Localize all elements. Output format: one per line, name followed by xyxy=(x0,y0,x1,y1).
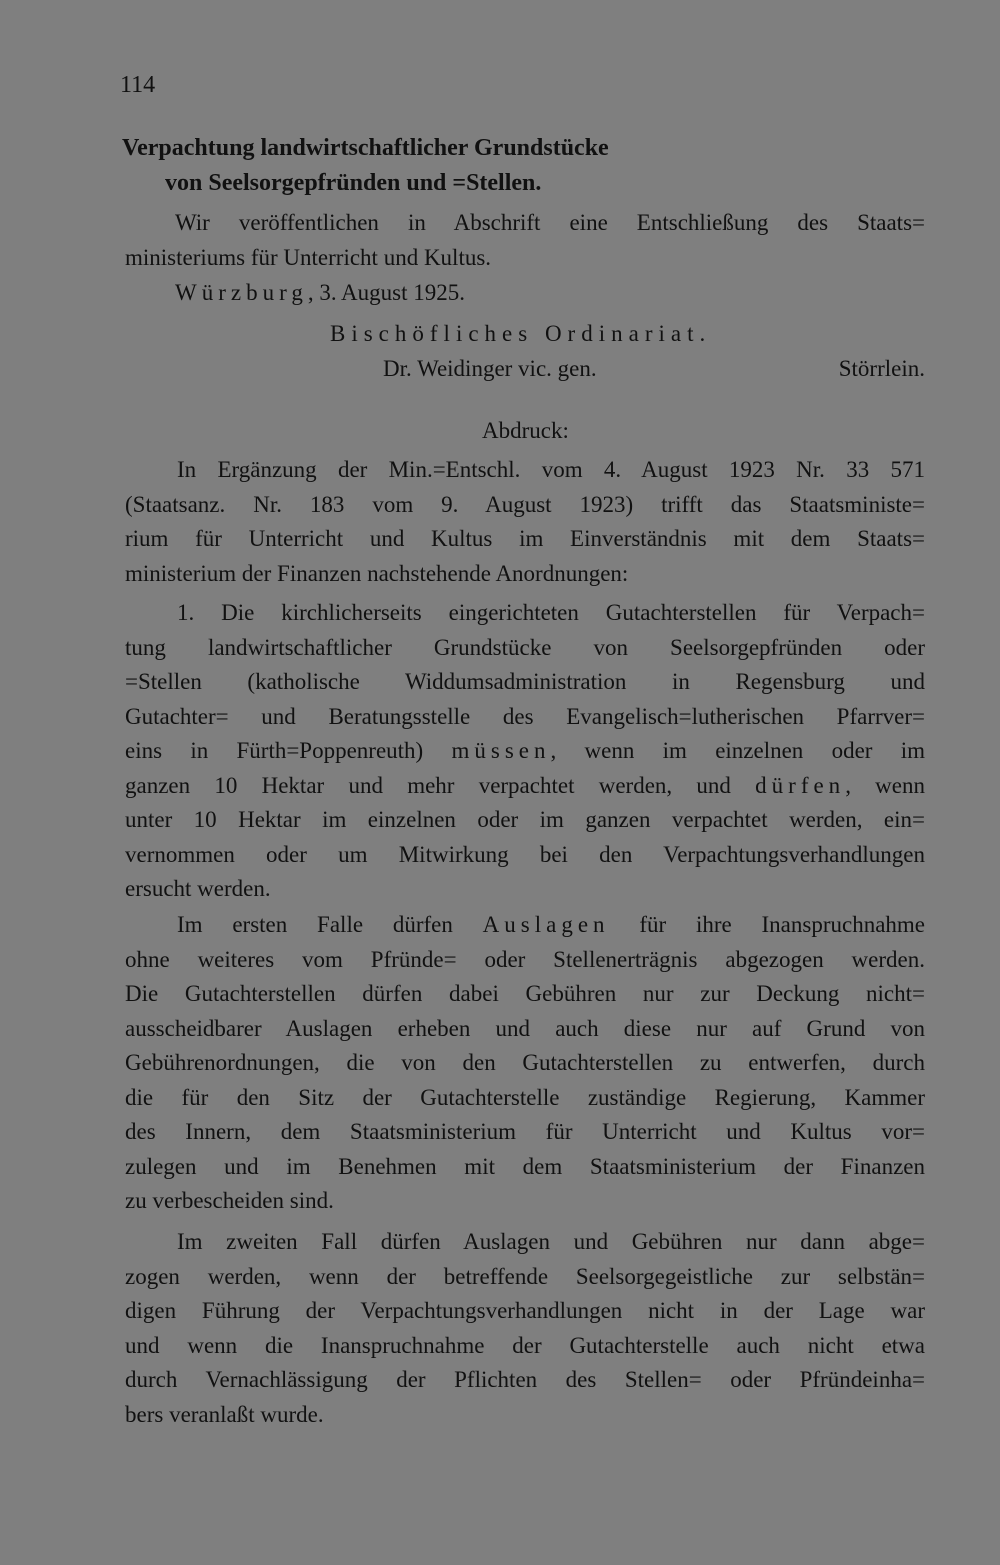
signatory-left: Dr. Weidinger vic. gen. xyxy=(383,356,597,381)
text-line xyxy=(125,734,925,769)
text-line: zu verbescheiden sind. xyxy=(125,1188,334,1213)
copy-heading: Abdruck: xyxy=(482,418,569,443)
title-line: von Seelsorgepfründen und =Stellen. xyxy=(165,169,542,196)
body-paragraph xyxy=(125,453,925,591)
text-line: zulegen und im Benehmen mit dem Staatsministerium der Finanzen xyxy=(125,1153,925,1179)
spaced-emphasis: müssen xyxy=(451,738,551,763)
body-paragraph xyxy=(125,908,925,1219)
text-line: vernommen oder um Mitwirkung bei den Verpachtungsverhandlungen xyxy=(125,841,925,867)
text-line: ersucht werden. xyxy=(125,876,271,901)
place-name: Würzburg xyxy=(175,280,308,305)
text-line: durch Vernachlässigung der Pflichten des Stellen= oder Pfründeinha= xyxy=(125,1367,925,1392)
text-line: =Stellen (katholische Widdumsadministration in Regensburg und xyxy=(125,669,925,694)
text-line: Gebührenordnungen, die von den Gutachterstellen zu entwerfen, durch xyxy=(125,1050,925,1075)
text-line: tung landwirtschaftlicher Grundstücke von Seelsorgepfründen oder xyxy=(125,634,925,660)
text-line: 1. Die kirchlicherseits eingerichteten Gutachterstellen für Verpach= xyxy=(177,600,925,625)
body-paragraph xyxy=(125,596,925,907)
text-line: bers veranlaßt wurde. xyxy=(125,1401,324,1427)
text-line: ministerium der Finanzen nachstehende Anordnungen: xyxy=(125,560,629,586)
body-paragraph xyxy=(125,1225,925,1432)
text-line: (Staatsanz. Nr. 183 vom 9. August 1923) trifft das Staatsministe= xyxy=(125,491,925,517)
text-segment: für ihre Inanspruchnahme xyxy=(639,912,926,937)
text-segment: Im ersten Falle dürfen xyxy=(177,912,453,937)
text-line: zogen werden, wenn der betreffende Seelsorgegeistliche zur selbstän= xyxy=(125,1263,925,1289)
spaced-emphasis: Auslagen xyxy=(482,912,610,937)
text-line: digen Führung der Verpachtungsverhandlungen nicht in der Lage war xyxy=(125,1298,925,1323)
text-line: ausscheidbarer Auslagen erheben und auch diese nur auf Grund von xyxy=(125,1015,925,1041)
text-line: und wenn die Inanspruchnahme der Gutachterstelle auch nicht etwa xyxy=(125,1332,925,1358)
text-line: Gutachter= und Beratungsstelle des Evangelisch=lutherischen Pfarrver= xyxy=(125,703,925,729)
text-segment: ganzen 10 Hektar und mehr verpachtet werden, und xyxy=(125,772,731,798)
text-line: ohne weiteres vom Pfründe= oder Stellenerträgnis abgezogen werden. xyxy=(125,946,925,972)
text-line: In Ergänzung der Min.=Entschl. vom 4. August 1923 Nr. 33 571 xyxy=(177,457,925,482)
text-line: Die Gutachterstellen dürfen dabei Gebühren nur zur Deckung nicht= xyxy=(125,981,925,1006)
page-number: 114 xyxy=(120,72,156,98)
text-line: ministeriums für Unterricht und Kultus. xyxy=(125,244,492,270)
text-line: Wir veröffentlichen in Abschrift eine Entschließung des Staats= xyxy=(175,210,925,235)
text-line xyxy=(125,769,925,804)
text-line: rium für Unterricht und Kultus im Einverständnis mit dem Staats= xyxy=(125,526,925,551)
intro-paragraph xyxy=(125,206,925,275)
spaced-emphasis: dürfen xyxy=(755,772,846,798)
text-segment: , wenn im einzelnen oder im xyxy=(550,738,926,763)
title-line: Verpachtung landwirtschaftlicher Grundstücke xyxy=(122,135,609,161)
text-segment: , wenn xyxy=(845,772,926,798)
text-line: Im zweiten Fall dürfen Auslagen und Gebühren nur dann abge= xyxy=(177,1229,925,1254)
document-title xyxy=(122,131,609,200)
text-segment: eins in Fürth=Poppenreuth) xyxy=(125,738,424,763)
text-line: die für den Sitz der Gutachterstelle zuständige Regierung, Kammer xyxy=(125,1084,925,1110)
text-line: des Innern, dem Staatsministerium für Unterricht und Kultus vor= xyxy=(125,1119,925,1144)
issuer: Bischöfliches Ordinariat. xyxy=(330,321,712,346)
text-line: unter 10 Hektar im einzelnen oder im ganzen verpachtet werden, ein= xyxy=(125,807,925,832)
place-date xyxy=(175,280,465,306)
date: , 3. August 1925. xyxy=(307,280,466,305)
text-line xyxy=(125,908,925,943)
signatory-right: Störrlein. xyxy=(838,356,925,381)
